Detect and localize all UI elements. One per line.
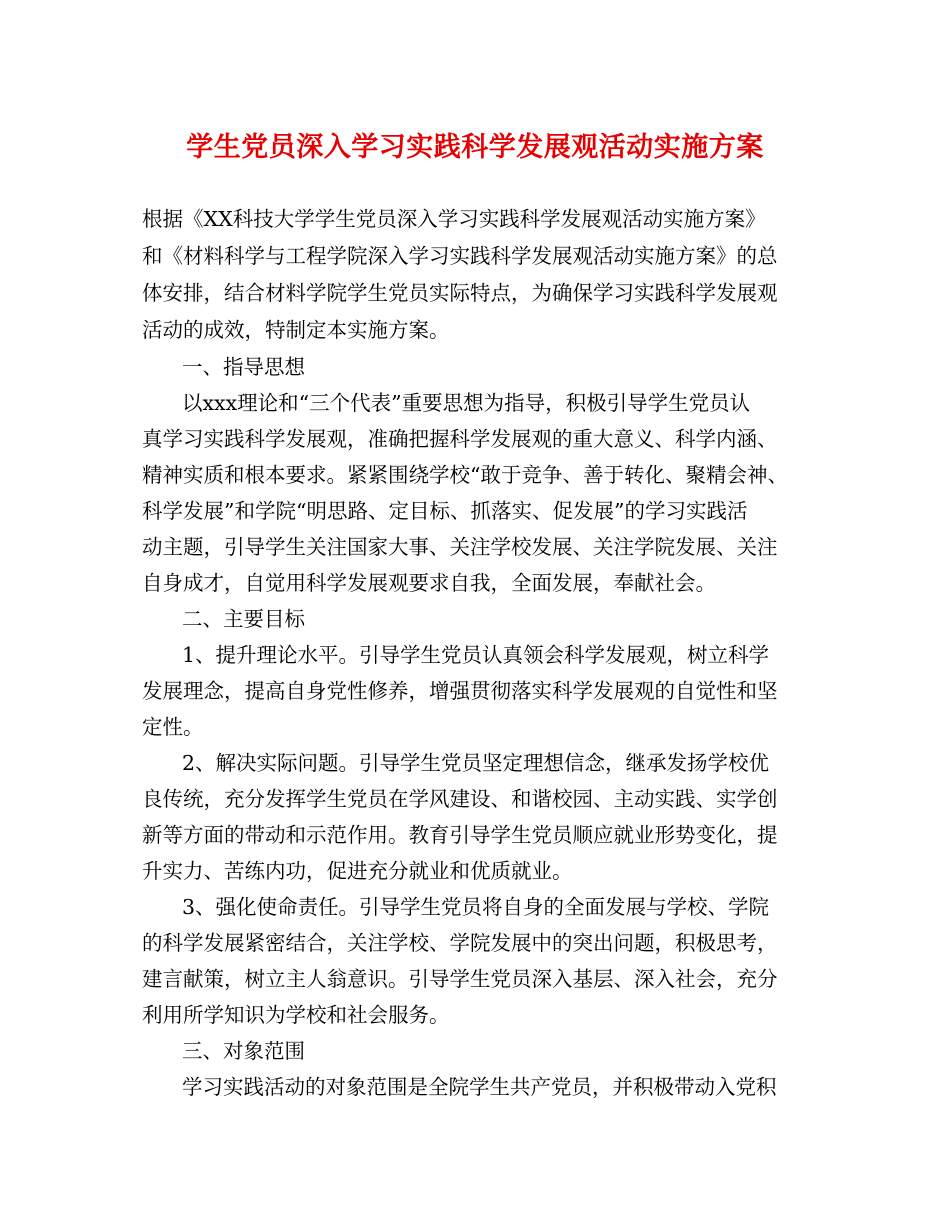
document-title: 学生党员深入学习实践科学发展观活动实施方案	[186, 132, 764, 163]
paragraph-line: 良传统，充分发挥学生党员在学风建设、和谐校园、主动实践、实学创	[142, 787, 778, 811]
paragraph-line: 的科学发展紧密结合，关注学校、学院发展中的突出问题，积极思考，	[142, 931, 778, 955]
section-heading: 三、对象范围	[182, 1039, 305, 1063]
paragraph-line: 利用所学知识为学校和社会服务。	[142, 1003, 450, 1027]
paragraph-line: 3、强化使命责任。引导学生党员将自身的全面发展与学校、学院	[182, 895, 770, 919]
paragraph-line: 1、提升理论水平。引导学生党员认真领会科学发展观，树立科学	[182, 643, 770, 667]
section-heading: 二、主要目标	[182, 607, 305, 631]
paragraph-line: 新等方面的带动和示范作用。教育引导学生党员顺应就业形势变化，提	[142, 823, 778, 847]
paragraph-line: 以xxx理论和“三个代表”重要思想为指导，积极引导学生党员认	[182, 391, 751, 415]
paragraph-line: 定性。	[142, 715, 204, 739]
paragraph-line: 活动的成效，特制定本实施方案。	[142, 318, 450, 342]
paragraph-line: 2、解决实际问题。引导学生党员坚定理想信念，继承发扬学校优	[182, 751, 770, 775]
paragraph-line: 真学习实践科学发展观，准确把握科学发展观的重大意义、科学内涵、	[142, 427, 778, 451]
paragraph-line: 动主题，引导学生关注国家大事、关注学校发展、关注学院发展、关注	[142, 535, 778, 559]
paragraph-line: 精神实质和根本要求。紧紧围绕学校“敢于竞争、善于转化、聚精会神、	[142, 463, 788, 487]
paragraph-line: 和《材料科学与工程学院深入学习实践科学发展观活动实施方案》的总	[142, 244, 778, 268]
paragraph-line: 自身成才，自觉用科学发展观要求自我，全面发展，奉献社会。	[142, 571, 716, 595]
paragraph-line: 升实力、苦练内功，促进充分就业和优质就业。	[142, 859, 573, 883]
paragraph-line: 体安排，结合材料学院学生党员实际特点，为确保学习实践科学发展观	[142, 281, 778, 305]
paragraph-line: 建言献策，树立主人翁意识。引导学生党员深入基层、深入社会，充分	[142, 967, 778, 991]
paragraph-line: 发展理念，提高自身党性修养，增强贯彻落实科学发展观的自觉性和坚	[142, 679, 778, 703]
paragraph-line: 科学发展”和学院“明思路、定目标、抓落实、促发展”的学习实践活	[142, 499, 748, 523]
section-heading: 一、指导思想	[182, 355, 305, 379]
paragraph-line: 学习实践活动的对象范围是全院学生共产党员，并积极带动入党积	[182, 1075, 777, 1099]
paragraph-line: 根据《XX科技大学学生党员深入学习实践科学发展观活动实施方案》	[142, 207, 766, 231]
